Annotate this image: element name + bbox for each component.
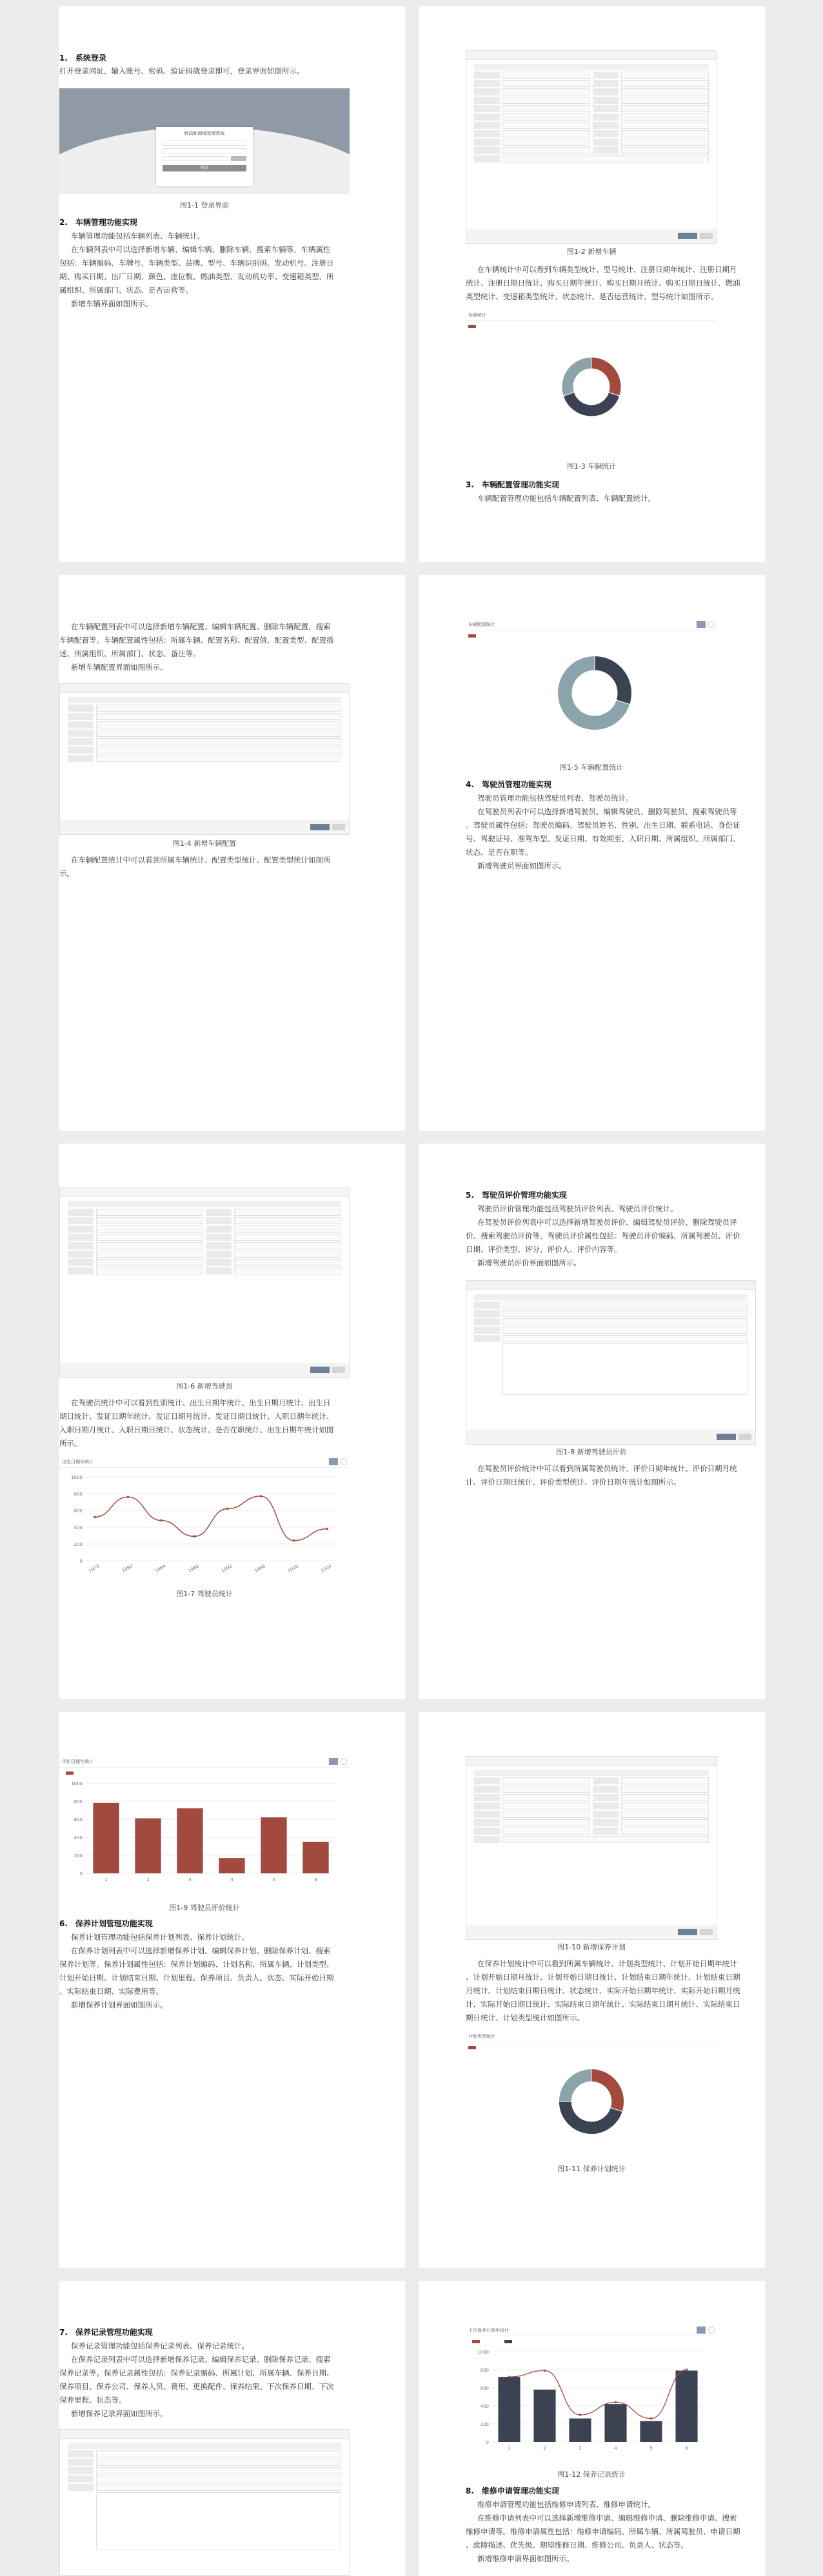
- search-icon[interactable]: [329, 1758, 338, 1765]
- chart-screenshot: [466, 2031, 717, 2160]
- chart-header-title: 下次保养日期年统计: [468, 2328, 509, 2333]
- x-tick-label: 1: [104, 1877, 108, 1882]
- figure-caption: 图1-6 新增驾驶员: [176, 1382, 233, 1390]
- figure-caption: 图1-9 驾驶员评价统计: [169, 1904, 240, 1912]
- paragraph-line: 期、购买日期、出厂日期、颜色、座位数、燃油类型、发动机功率、变速箱类型、所: [59, 272, 334, 281]
- x-tick-label: 6: [685, 2446, 688, 2451]
- paragraph-line: 在驾驶员评价统计中可以看到所属驾驶员统计、评价日期年统计、评价日期月统: [477, 1464, 737, 1473]
- paragraph: 驾驶员评价管理功能包括驾驶员评价列表、驾驶员评价统计。: [477, 1204, 678, 1213]
- legend-swatch-bar: [504, 2340, 512, 2343]
- x-tick-label: 1976: [88, 1563, 101, 1574]
- paragraph-line: 保养里程、状态等。: [59, 2395, 126, 2405]
- x-tick-label: 2: [543, 2446, 546, 2451]
- data-point: [508, 2376, 511, 2378]
- paragraph-line: 示。: [59, 869, 74, 878]
- y-tick-label: 400: [480, 2404, 489, 2409]
- legend-swatch-line: [472, 2340, 480, 2343]
- x-tick-label: 4: [614, 2446, 617, 2451]
- bar: [675, 2370, 697, 2442]
- bar: [569, 2419, 591, 2442]
- bar-line-chart: [466, 2345, 717, 2466]
- chart-screenshot: [59, 1756, 350, 1901]
- form-screenshot: [466, 1756, 717, 1940]
- paragraph-line: 状态、是否在职等。: [466, 848, 533, 857]
- cancel-button[interactable]: [700, 233, 713, 239]
- page-2: [419, 6, 765, 562]
- figure-caption: 图1-3 车辆统计: [566, 462, 617, 471]
- paragraph: 车辆管理功能包括车辆列表、车辆统计。: [71, 231, 204, 240]
- paragraph-line: 述、所属组织、所属部门、状态、备注等。: [59, 649, 201, 658]
- data-point: [544, 2370, 546, 2372]
- paragraph-line: 期日统计、计划类型统计如图所示。: [466, 2013, 584, 2022]
- paragraph-line: 维修申请等。维修申请属性包括：维修申请编码、所属车辆、所属驾驶员、申请日期: [466, 2527, 740, 2536]
- paragraph-line: 、实际结束日期、实际费用等。: [59, 1987, 163, 1996]
- figure-caption: 图1-8 新增驾驶员评价: [556, 1448, 627, 1456]
- figure-caption: 图1-1 登录界面: [179, 201, 230, 210]
- data-point: [94, 1516, 96, 1519]
- x-tick-label: 5: [272, 1877, 275, 1882]
- legend-swatch: [468, 325, 476, 328]
- data-point: [326, 1528, 328, 1530]
- data-point: [615, 2401, 617, 2404]
- section-title: 1. 系统登录: [59, 54, 106, 63]
- chart-toolbar: [59, 1756, 350, 1768]
- paragraph-line: 包括：车辆编码、车牌号、车辆类型、品牌、型号、车辆识别码、发动机号、注册日: [59, 259, 334, 268]
- x-tick-label: 1980: [121, 1563, 134, 1574]
- username-field[interactable]: [163, 141, 246, 146]
- pie-slice: [591, 357, 621, 396]
- paragraph-line: 、故障描述、优先级、期望维修日期、维修公司、负责人、状态等。: [466, 2541, 688, 2550]
- paragraph: 新增保养记录界面如图所示。: [71, 2409, 168, 2418]
- chart-screenshot: [59, 1456, 350, 1585]
- chart-toolbar: [466, 309, 717, 321]
- section-title: 8. 维修申请管理功能实现: [466, 2486, 559, 2495]
- login-screenshot: [59, 88, 350, 194]
- chart-toolbar: [59, 1456, 350, 1468]
- bar-chart: [59, 1777, 350, 1899]
- pie-slice: [559, 2069, 591, 2102]
- x-tick-label: 1: [508, 2446, 511, 2451]
- page-7: [59, 1712, 405, 2268]
- y-tick-label: 800: [74, 1492, 83, 1497]
- paragraph-line: 计划开始日期、计划结束日期、计划里程、保养项目、负责人、状态、实际开始日期: [59, 1973, 334, 1982]
- paragraph-line: 所示。: [59, 1439, 82, 1448]
- legend-swatch: [468, 2046, 476, 2049]
- data-point: [127, 1496, 130, 1498]
- search-icon[interactable]: [697, 621, 706, 628]
- page-6: [419, 1144, 765, 1699]
- figure-caption: 图1-5 车辆配置统计: [559, 763, 624, 772]
- paragraph-line: 号、驾驶证号、准驾车型、发证日期、有效期至、入职日期、所属组织、所属部门、: [466, 834, 740, 843]
- login-box: [156, 127, 253, 186]
- donut-chart: [559, 338, 624, 435]
- x-tick-label: 3: [579, 2446, 582, 2451]
- page-8: [419, 1712, 765, 2268]
- x-tick-label: 3: [188, 1877, 192, 1882]
- bar: [640, 2421, 662, 2442]
- password-field[interactable]: [163, 148, 246, 153]
- paragraph: 新增车辆界面如图所示。: [71, 299, 153, 308]
- paragraph-line: 保养项目、保养公司、保养人员、费用、更换配件、保养结果、下次保养日期、下次: [59, 2382, 334, 2391]
- paragraph-line: 在车辆配置统计中可以看到所属车辆统计、配置类型统计、配置类型统计如图所: [71, 855, 331, 864]
- form-screenshot: [466, 50, 717, 244]
- pie-slice: [563, 393, 619, 416]
- paragraph-line: 价、搜索驾驶员评价等。驾驶员评价属性包括：驾驶员评价编码、所属驾驶员、评价: [466, 1231, 740, 1240]
- chart-screenshot: [466, 619, 717, 761]
- paragraph: 车辆配置管理功能包括车辆配置列表、车辆配置统计。: [477, 494, 655, 503]
- page-9: [59, 2281, 405, 2576]
- section-title: 2. 车辆管理功能实现: [59, 218, 137, 227]
- paragraph-line: 在保养记录列表中可以选择新增保养记录、编辑保养记录、删除保养记录、搜索: [71, 2355, 331, 2364]
- paragraph-line: 。驾驶员属性包括：驾驶员编码、驾驶员姓名、性别、出生日期、联系电话、身份证: [466, 821, 740, 830]
- y-tick-label: 1000: [71, 1475, 83, 1480]
- login-button[interactable]: 登录: [163, 165, 246, 171]
- refresh-icon[interactable]: [341, 1458, 347, 1465]
- y-tick-label: 200: [74, 1853, 83, 1859]
- y-tick-label: 200: [74, 1542, 83, 1547]
- y-tick-label: 1000: [477, 2350, 489, 2355]
- y-tick-label: 600: [480, 2386, 489, 2391]
- section-title: 4. 驾驶员管理功能实现: [466, 780, 551, 789]
- submit-button[interactable]: [678, 233, 697, 239]
- figure-caption: 图1-2 新增车辆: [566, 248, 617, 256]
- submit-button[interactable]: [678, 1929, 697, 1935]
- y-tick-label: 200: [480, 2422, 489, 2427]
- form-screenshot: [466, 1280, 756, 1445]
- chart-header-title: 计划类型统计: [468, 2034, 495, 2039]
- data-point: [293, 1539, 295, 1542]
- paragraph-line: 在保养计划统计中可以看到所属车辆统计、计划类型统计、计划开始日期年统计: [477, 1959, 737, 1968]
- y-tick-label: 0: [79, 1871, 83, 1877]
- refresh-icon[interactable]: [708, 621, 715, 628]
- rich-text-editor[interactable]: [96, 2492, 341, 2550]
- chart-screenshot: [466, 2325, 717, 2466]
- section-title: 6. 保养计划管理功能实现: [59, 1919, 153, 1928]
- y-tick-label: 800: [74, 1799, 83, 1804]
- submit-button[interactable]: [310, 1367, 330, 1373]
- paragraph: 保养计划管理功能包括保养计划列表、保养计划统计。: [71, 1933, 249, 1942]
- paragraph-line: 在车辆统计中可以看到车辆类型统计、型号统计、注册日期年统计、注册日期月: [477, 265, 737, 274]
- y-tick-label: 800: [480, 2368, 489, 2373]
- submit-button[interactable]: [310, 824, 330, 830]
- cancel-button[interactable]: [332, 824, 345, 830]
- paragraph-line: 统计、注册日期日统计、购买日期年统计、购买日期月统计、购买日期日统计、燃油: [466, 278, 740, 288]
- paragraph-line: 属组织、所属部门、状态、是否运营等。: [59, 286, 193, 295]
- paragraph-line: 期日统计、发证日期年统计、发证日期月统计、发证日期日统计、入职日期年统计、: [59, 1412, 334, 1421]
- chart-toolbar: [466, 2325, 717, 2336]
- captcha-image: [231, 156, 246, 161]
- paragraph-line: 在驾驶员统计中可以看到性别统计、出生日期年统计、出生日期月统计、出生日: [71, 1398, 331, 1407]
- pie-slice: [562, 357, 591, 396]
- x-tick-label: 2004: [320, 1563, 333, 1574]
- x-tick-label: 1996: [253, 1563, 266, 1574]
- chart-header-title: 评价日期年统计: [62, 1759, 94, 1764]
- paragraph-line: 保养记录等。保养记录属性包括：保养记录编码、所属计划、所属车辆、保养日期、: [59, 2368, 334, 2377]
- chart-header-title: 车辆统计: [468, 313, 486, 318]
- cancel-button[interactable]: [332, 1367, 345, 1373]
- bar: [498, 2377, 520, 2442]
- x-tick-label: 1992: [220, 1563, 233, 1574]
- paragraph-line: 、计划开始日期月统计、计划开始日期日统计、计划结束日期年统计、计划结束日期: [466, 1973, 740, 1982]
- paragraph: 新增维修申请界面如图所示。: [477, 2554, 574, 2563]
- bar: [135, 1819, 161, 1873]
- x-tick-label: 6: [314, 1877, 317, 1882]
- y-tick-label: 0: [486, 2440, 489, 2445]
- paragraph: 新增保养计划界面如图所示。: [71, 2000, 168, 2009]
- bar: [261, 1817, 286, 1873]
- section-title: 5. 驾驶员评价管理功能实现: [466, 1191, 567, 1200]
- captcha-field[interactable]: [163, 156, 228, 161]
- line-chart: [59, 1470, 350, 1580]
- bar: [302, 1842, 328, 1873]
- figure-caption: 图1-12 保养记录统计: [557, 2470, 626, 2479]
- section-title: 3. 车辆配置管理功能实现: [466, 480, 559, 489]
- paragraph-line: 保养计划等。保养计划属性包括：保养计划编码、计划名称、所属车辆、计划类型、: [59, 1960, 334, 1969]
- y-tick-label: 1000: [71, 1781, 83, 1786]
- figure-caption: 图1-4 新增车辆配置: [172, 839, 237, 848]
- page-1: [59, 6, 405, 562]
- donut-chart: [553, 638, 637, 754]
- search-icon[interactable]: [329, 1458, 338, 1465]
- x-tick-label: 4: [230, 1877, 233, 1882]
- paragraph-line: 在驾驶员评价列表中可以选择新增驾驶员评价、编辑驾驶员评价、删除驾驶员评: [477, 1218, 737, 1227]
- y-tick-label: 400: [74, 1525, 83, 1530]
- paragraph-line: 在车辆列表中可以选择新增车辆、编辑车辆、删除车辆、搜索车辆等。车辆属性: [71, 245, 331, 254]
- series-line: [95, 1496, 327, 1541]
- data-point: [193, 1536, 195, 1538]
- chart-screenshot: [466, 309, 717, 458]
- bar: [533, 2390, 555, 2442]
- search-icon[interactable]: [697, 2327, 706, 2334]
- paragraph-line: 在维修申请列表中可以选择新增维修申请、编辑维修申请、删除维修申请、搜索: [477, 2513, 737, 2522]
- paragraph-line: 在车辆配置列表中可以选择新增车辆配置、编辑车辆配置、删除车辆配置、搜索: [71, 622, 331, 631]
- refresh-icon[interactable]: [708, 2327, 715, 2334]
- y-tick-label: 600: [74, 1817, 83, 1822]
- paragraph-line: 计、评价日期日统计、评价类型统计、评价日期年统计如图所示。: [466, 1478, 681, 1487]
- page-3: [59, 575, 405, 1131]
- paragraph-line: 入职日期月统计、入职日期日统计、状态统计、是否在职统计、出生日期年统计如图: [59, 1425, 334, 1434]
- data-point: [650, 2417, 653, 2420]
- chart-header-title: 出生日期年统计: [62, 1459, 94, 1465]
- data-point: [686, 2368, 688, 2371]
- pie-slice: [595, 656, 632, 705]
- form-screenshot: [59, 2429, 350, 2576]
- form-screenshot: [59, 683, 350, 835]
- form-screenshot: [59, 1187, 350, 1378]
- paragraph: 保养记录管理功能包括保养记录列表、保养记录统计。: [71, 2341, 249, 2350]
- paragraph-line: 日期、评价类型、评分、评价人、评价内容等。: [466, 1245, 622, 1254]
- paragraph-line: 在保养计划列表中可以选择新增保养计划、编辑保养计划、删除保养计划、搜索: [71, 1946, 331, 1955]
- bar: [219, 1858, 244, 1873]
- chart-toolbar: [466, 619, 717, 630]
- legend-swatch: [468, 634, 476, 638]
- paragraph-line: 在驾驶员列表中可以选择新增驾驶员、编辑驾驶员、删除驾驶员、搜索驾驶员等: [477, 807, 737, 816]
- bar: [93, 1803, 119, 1873]
- refresh-icon[interactable]: [341, 1758, 347, 1765]
- bar: [604, 2404, 626, 2442]
- paragraph-line: 车辆配置等。车辆配置属性包括：所属车辆、配置名称、配置值、配置类型、配置描: [59, 636, 334, 645]
- submit-button[interactable]: [717, 1434, 736, 1440]
- page-4: [419, 575, 765, 1131]
- y-tick-label: 400: [74, 1835, 83, 1840]
- figure-caption: 图1-11 保养计划统计: [557, 2165, 626, 2173]
- paragraph: 新增驾驶员评价界面如图所示。: [477, 1258, 581, 1267]
- x-tick-label: 2000: [286, 1563, 300, 1574]
- rich-text-editor[interactable]: [502, 1343, 748, 1395]
- paragraph: 新增车辆配置界面如图所示。: [71, 663, 168, 672]
- page-10: [419, 2281, 765, 2576]
- paragraph-line: 计、实际开始日期日统计、实际结束日期年统计、实际结束日期月统计、实际结束日: [466, 2000, 740, 2009]
- cancel-button[interactable]: [700, 1929, 713, 1935]
- paragraph-line: 类型统计、变速箱类型统计、状态统计、是否运营统计、型号统计如图所示。: [466, 292, 718, 301]
- page-5: [59, 1144, 405, 1699]
- figure-caption: 图1-7 驾驶员统计: [176, 1590, 233, 1598]
- data-point: [579, 2414, 582, 2416]
- donut-chart: [553, 2050, 630, 2156]
- y-tick-label: 0: [79, 1559, 83, 1564]
- chart-toolbar: [466, 2031, 717, 2042]
- figure-caption: 图1-10 新增保养计划: [557, 1943, 626, 1951]
- pie-slice: [591, 2069, 624, 2111]
- cancel-button[interactable]: [739, 1434, 751, 1440]
- chart-header-title: 车辆配置统计: [468, 622, 495, 627]
- bar: [177, 1808, 203, 1873]
- x-tick-label: 5: [649, 2446, 653, 2451]
- paragraph: 打开登录网址，输入账号、密码、验证码就登录即可，登录界面如图所示。: [59, 66, 304, 75]
- legend-swatch: [66, 1771, 74, 1775]
- data-point: [226, 1508, 229, 1510]
- paragraph: 新增驾驶员界面如图所示。: [477, 861, 566, 870]
- paragraph: 维修申请管理功能包括维修申请列表、维修申请统计。: [477, 2500, 655, 2509]
- data-point: [160, 1519, 163, 1522]
- x-tick-label: 1988: [187, 1563, 201, 1574]
- x-tick-label: 1984: [154, 1563, 167, 1574]
- y-tick-label: 600: [74, 1508, 83, 1514]
- paragraph-line: 月统计、计划结束日期日统计、状态统计、实际开始日期年统计、实际开始日期月统: [466, 1986, 740, 1995]
- x-tick-label: 2: [146, 1877, 150, 1882]
- section-title: 7. 保养记录管理功能实现: [59, 2328, 153, 2337]
- login-title: 移动和商城管理系统: [184, 131, 225, 136]
- paragraph: 驾驶员管理功能包括驾驶员列表、驾驶员统计。: [477, 794, 633, 803]
- data-point: [259, 1495, 262, 1498]
